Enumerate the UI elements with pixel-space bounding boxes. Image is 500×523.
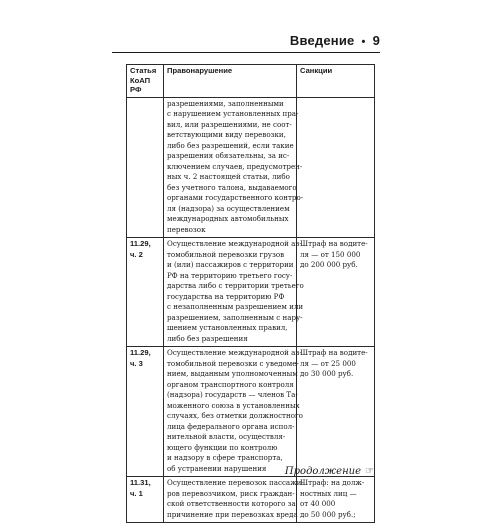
article-text-line: ч. 1 xyxy=(130,488,143,498)
offense-text-line: разрешением, заполненным с нару- xyxy=(167,312,303,322)
sanction-text-line: ля — от 150 000 xyxy=(300,249,361,259)
offense-text-line: с незаполненным разрешением или xyxy=(167,302,304,311)
sanction-text-line: от 40 000 xyxy=(300,499,336,508)
table-row xyxy=(127,347,375,477)
sanction-text-line: до 30 000 руб. xyxy=(300,369,354,378)
offense-text-line: и надзору в сфере транспорта, xyxy=(167,453,283,462)
offense-text-line: РФ на территорию третьего госу- xyxy=(167,270,293,280)
offense-text-line: Осуществление перевозок пассажи- xyxy=(167,478,304,487)
offense-text-line: либо без разрешений, если такие xyxy=(167,140,294,150)
table-cell-sanction xyxy=(297,347,375,477)
header-rule xyxy=(112,52,380,53)
offense-text-line: моженного союза в установленных xyxy=(167,400,300,410)
offense-text-line: разрешения обязательны, за ис- xyxy=(167,151,290,160)
article-text-line: 11.31, xyxy=(130,478,151,487)
sanction-text-line: Штраф: на долж- xyxy=(300,478,365,487)
offense-text-line: томобильной перевозки грузов xyxy=(167,249,285,259)
offense-text-line: дарства либо с территории третьего xyxy=(167,281,304,290)
article-text-line: ч. 3 xyxy=(130,358,143,368)
section-title: Введение xyxy=(289,33,355,48)
offense-text-line: ров перевозчиком, риск граждан- xyxy=(167,488,295,498)
table-body xyxy=(127,97,375,523)
column-header-article: Статья КоАП РФ xyxy=(127,65,164,98)
offense-text-line: томобильной перевозки с уведоме- xyxy=(167,358,299,368)
table-row xyxy=(127,97,375,238)
offense-text-line: ской ответственности которого за xyxy=(167,499,296,508)
offense-text-line: без учетного талона, выдаваемого xyxy=(167,182,297,192)
table-cell-article xyxy=(127,347,164,477)
sanction-text-line: Штраф на водите- xyxy=(300,348,368,357)
table-cell-sanction xyxy=(297,238,375,347)
continued-label: Продолжение xyxy=(284,466,362,477)
offense-text-line: либо без разрешения xyxy=(167,333,248,343)
offense-text-line: разрешениями, заполненными xyxy=(167,98,284,108)
table-row xyxy=(127,238,375,347)
offense-text-line: международных автомобильных xyxy=(167,214,289,223)
page-number: 9 xyxy=(372,33,380,48)
offense-text-line: шением установленных правил, xyxy=(167,323,288,332)
offense-text-line: лица федерального органа испол- xyxy=(167,421,295,431)
column-header-sanction: Санкции xyxy=(297,65,375,98)
offense-text-line: с нарушением установленных пра- xyxy=(167,109,299,118)
table-header-row xyxy=(127,65,375,98)
sanction-text-line: Штраф на водите- xyxy=(300,239,368,248)
sanction-text-line: до 50 000 руб.; xyxy=(300,509,356,519)
offense-text-line: ветствующими виду перевозки, xyxy=(167,130,286,139)
offense-text-line: вил, или разрешениями, не соот- xyxy=(167,119,292,129)
offense-text-line: Осуществление международной ав- xyxy=(167,239,302,248)
offense-text-line: нием, выданным уполномоченным xyxy=(167,369,298,378)
article-text-line: 11.29, xyxy=(130,348,151,357)
continued-note xyxy=(285,466,374,477)
offense-text-line: перевозок xyxy=(167,224,206,234)
offense-text-line: (надзора) государств — членов Та- xyxy=(167,390,298,399)
sanction-text-line: ностных лиц — xyxy=(300,488,357,498)
column-header-offense: Правонарушение xyxy=(164,65,297,98)
table-cell-sanction xyxy=(297,97,375,238)
offense-text-line: ля (надзора) за осуществлением xyxy=(167,203,290,213)
article-text-line: 11.29, xyxy=(130,239,151,248)
offense-text-line: и (или) пассажиров с территории xyxy=(167,260,294,269)
violations-table xyxy=(126,64,375,523)
table-cell-article xyxy=(127,97,164,238)
bullet-separator: • xyxy=(361,36,366,48)
sanction-text-line: ля — от 25 000 xyxy=(300,358,356,368)
offense-text-line: Осуществление международной ав- xyxy=(167,348,302,357)
article-text-line: ч. 2 xyxy=(130,249,143,259)
offense-text-line: ных ч. 2 настоящей статьи, либо xyxy=(167,172,290,181)
offense-text-line: ключением случаев, предусмотрен- xyxy=(167,161,303,171)
offense-text-line: органом транспортного контроля xyxy=(167,379,294,389)
table-cell-offense xyxy=(164,238,304,347)
offense-text-line: случаях, без отметки должностного xyxy=(167,411,303,420)
table-cell-offense xyxy=(164,97,304,238)
pointing-hand-icon: ☞ xyxy=(365,466,374,477)
running-head xyxy=(112,33,380,48)
offense-text-line: ющего функции по контролю xyxy=(167,442,278,452)
table-cell-offense xyxy=(164,347,303,477)
offense-text-line: органами государственного контро- xyxy=(167,193,304,202)
table-cell-article xyxy=(127,238,164,347)
offense-text-line: нительной власти, осуществля- xyxy=(167,432,286,441)
sanction-text-line: до 200 000 руб. xyxy=(300,260,358,269)
offense-text-line: об устранении нарушения xyxy=(167,463,267,473)
offense-text-line: причинение при перевозках вреда xyxy=(167,509,298,519)
offense-text-line: государства на территорию РФ xyxy=(167,291,285,301)
